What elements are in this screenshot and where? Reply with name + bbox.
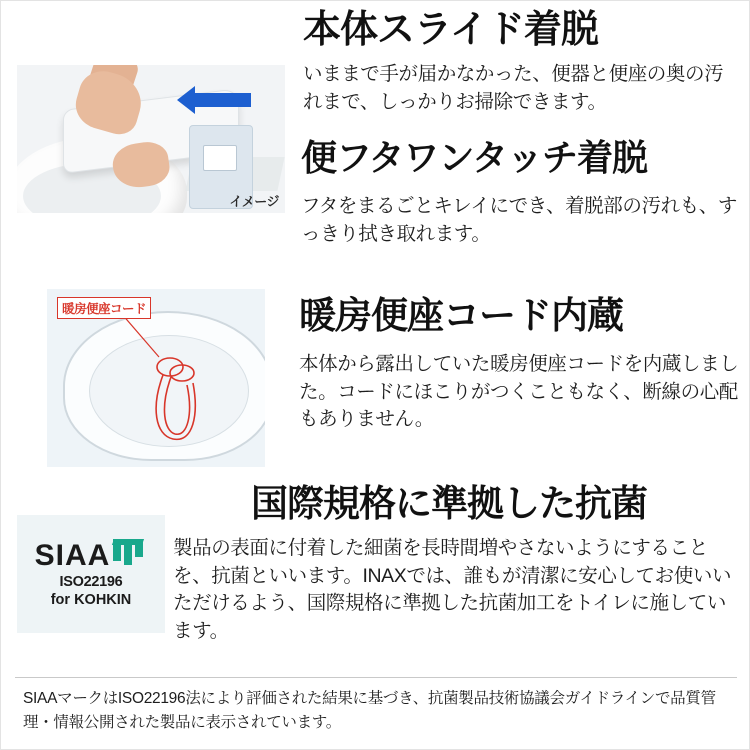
footer-note: SIAAマークはISO22196法により評価された結果に基づき、抗菌製品技術協議会ガイドラインで品質管理・情報公開された製品に表示されています。 [23, 690, 716, 731]
cord-label-badge: 暖房便座コード [57, 297, 151, 319]
siaa-logo-row [34, 538, 148, 572]
siaa-logo-text: SIAA [34, 538, 111, 572]
siaa-standard-label: ISO22196 [59, 573, 123, 590]
section-heated-seat-cord [1, 275, 750, 483]
toilet-seat-slide-detach-photo [17, 65, 285, 213]
section-title-lid-one-touch: 便フタワンタッチ着脱 [301, 137, 648, 178]
section-body-antibacterial: 製品の表面に付着した細菌を長時間増やさないようにすることを、抗菌といいます。INAXでは、誰もが清潔に安心してお使いいただけるよう、国際規格に準拠した抗菌加工をトイレに施しています。 [173, 537, 732, 643]
siaa-category-label: for KOHKIN [50, 591, 132, 608]
section-antibacterial [1, 483, 750, 675]
image-caption-label: イメージ [229, 194, 279, 209]
heated-seat-cord-diagram [47, 289, 265, 467]
siaa-logo [17, 515, 165, 633]
section-title-antibacterial: 国際規格に準拠した抗菌 [251, 483, 647, 524]
section-body-lid-one-touch: フタをまるごとキレイにでき、着脱部の汚れも、すっきり拭き取れます。 [301, 195, 737, 245]
washlet-panel-shape [203, 145, 237, 171]
section-title-heated-seat-cord: 暖房便座コード内蔵 [299, 295, 623, 336]
slide-direction-arrow-icon [195, 93, 251, 107]
section-body-heated-seat-cord: 本体から露出していた暖房便座コードを内蔵しました。コードにほこりがつくこともなく、断線の心配もありません。 [299, 353, 739, 431]
footer-divider [15, 677, 737, 678]
section-slide-detach [1, 1, 750, 273]
section-body-slide-detach: いままで手が届かなかった、便器と便座の奥の汚れまで、しっかりお掃除できます。 [303, 63, 724, 113]
section-title-slide-detach: 本体スライド着脱 [303, 9, 598, 51]
siaa-mark-icon [113, 539, 147, 571]
